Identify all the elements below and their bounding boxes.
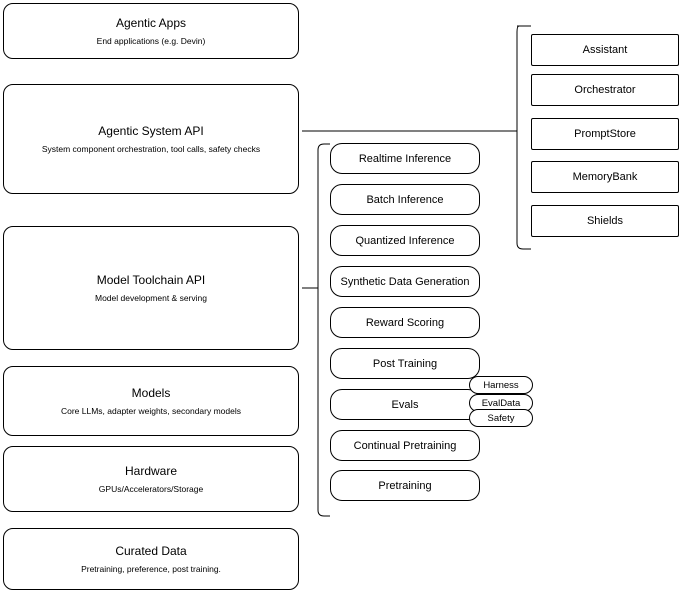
component-label: Continual Pretraining <box>353 439 457 452</box>
component-evals[interactable] <box>330 389 480 420</box>
component-label: Post Training <box>372 357 438 370</box>
component-label: Realtime Inference <box>358 152 452 165</box>
stack-layer-title: Models <box>131 385 171 400</box>
stack-layer-title: Agentic Apps <box>115 15 187 30</box>
component-quantized-inference[interactable] <box>330 225 480 256</box>
component-label: Quantized Inference <box>355 234 455 247</box>
badge-label: Harness <box>483 379 519 391</box>
component-continual-pretraining[interactable] <box>330 430 480 461</box>
component-pretraining[interactable] <box>330 470 480 501</box>
component-post-training[interactable] <box>330 348 480 379</box>
component-label: Batch Inference <box>366 193 444 206</box>
component-reward-scoring[interactable] <box>330 307 480 338</box>
component-label: Shields <box>586 215 624 227</box>
stack-layer-subtitle: Pretraining, preference, post training. <box>81 563 221 574</box>
component-label: PromptStore <box>574 128 636 140</box>
component-label: Assistant <box>582 44 628 56</box>
stack-layer-subtitle: System component orchestration, tool calls, safety checks <box>41 143 261 154</box>
component-batch-inference[interactable] <box>330 184 480 215</box>
component-label: Reward Scoring <box>365 316 445 329</box>
stack-layer-title: Curated Data <box>115 543 187 558</box>
stack-layer-subtitle: GPUs/Accelerators/Storage <box>98 483 204 494</box>
component-synthetic-data-generation[interactable] <box>330 266 480 297</box>
badge-safety[interactable] <box>469 409 533 427</box>
badge-harness[interactable] <box>469 376 533 394</box>
stack-layer-subtitle: Core LLMs, adapter weights, secondary models <box>60 405 241 416</box>
stack-layer-model-toolchain-api[interactable] <box>3 226 299 350</box>
stack-layer-title: Hardware <box>124 463 178 478</box>
stack-layer-title: Model Toolchain API <box>96 272 206 287</box>
badge-label: Safety <box>487 412 515 424</box>
component-label: Synthetic Data Generation <box>340 275 470 288</box>
component-label: Evals <box>391 398 419 411</box>
stack-layer-hardware[interactable] <box>3 446 299 512</box>
component-shields[interactable] <box>531 205 679 237</box>
stack-layer-models[interactable] <box>3 366 299 436</box>
badge-label: EvalData <box>481 397 521 409</box>
component-realtime-inference[interactable] <box>330 143 480 174</box>
component-label: Pretraining <box>378 479 432 492</box>
component-memorybank[interactable] <box>531 161 679 193</box>
component-label: Orchestrator <box>574 84 636 96</box>
stack-layer-subtitle: Model development & serving <box>95 292 207 303</box>
component-promptstore[interactable] <box>531 118 679 150</box>
stack-layer-curated-data[interactable] <box>3 528 299 590</box>
component-label: MemoryBank <box>572 171 638 183</box>
stack-layer-agentic-apps[interactable] <box>3 3 299 59</box>
stack-layer-subtitle: End applications (e.g. Devin) <box>96 35 206 46</box>
stack-layer-title: Agentic System API <box>98 123 204 138</box>
component-assistant[interactable] <box>531 34 679 66</box>
stack-layer-agentic-system-api[interactable] <box>3 84 299 194</box>
component-orchestrator[interactable] <box>531 74 679 106</box>
